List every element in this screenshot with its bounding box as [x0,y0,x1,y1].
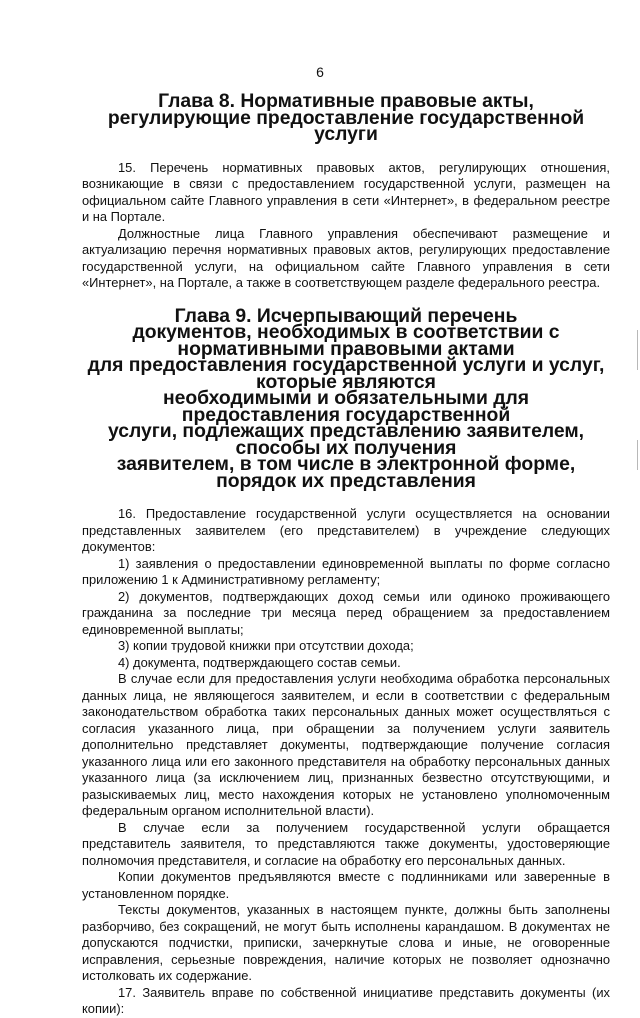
paragraph: В случае если за получением государственной услуги обращается представитель заявителя, то представляются также документы, удостоверяющие полномочия представителя, и согласие на обработку его персональных данных. [82,819,610,868]
paragraph: Тексты документов, указанных в настоящем пункте, должны быть заполнены разборчиво, без сокращений, не могут быть исполнены карандашом. В документах не допускаются подчистки, приписки, зачеркнутые слова и иные, не оговоренные исправления, серьезные повреждения, наличие которых не позволяет однозначно истолковать их содержание. [82,902,610,983]
page-number: 6 [316,64,324,80]
chapter-9-heading [82,304,610,492]
heading-line: заявителем, в том числе в электронной форме, порядок их представления [116,453,576,492]
list-item: 4) документа, подтверждающего состав семьи. [118,654,401,670]
paragraph: Должностные лица Главного управления обеспечивают размещение и актуализацию перечня нормативных правовых актов, регулирующих предоставление государственной услуги, на официальном сайте Главного управления в сети «Интернет», на Портале, а также в соответствующем разделе федерального реестра. [82,225,610,290]
document-body [82,90,610,1018]
heading-line: услуги, подлежащих представлению заявителем, способы их получения [107,420,585,459]
paragraph-17: 17. Заявитель вправе по собственной инициативе представить документы (их копии): [82,984,610,1016]
heading-line: для предоставления государственной услуги и услуг, которые являются [87,354,605,393]
heading-line: Глава 9. Исчерпывающий перечень [174,304,518,327]
list-item: 2) документов, подтверждающих доход семьи или одиноко проживающего гражданина за последние три месяца перед обращением за предоставлением единовременной выплаты; [82,588,610,637]
paragraph-15: 15. Перечень нормативных правовых актов, регулирующих отношения, возникающие в связи с предоставлением государственной услуги, размещен на официальном сайте Главного управления в сети «Интернет», в федеральном реестре и на Портале. [82,159,610,224]
heading-line: документов, необходимых в соответствии с нормативными правовыми актами [132,321,560,360]
chapter-8-heading [82,90,610,145]
heading-line: необходимыми и обязательными для предоставления государственной [162,387,530,426]
list-item: 1) заявления о предоставлении единовременной выплаты по форме согласно приложению 1 к Административному регламенту; [82,555,610,587]
paragraph-16: 16. Предоставление государственной услуги осуществляется на основании представленных заявителем (его представителем) в учреждение следующих документов: [82,506,610,554]
scan-edge-mark [637,440,638,470]
list-item: 3) копии трудовой книжки при отсутствии дохода; [118,638,414,653]
heading-line: Глава 8. Нормативные правовые акты, [158,90,534,112]
heading-line: регулирующие предоставление государственной услуги [107,106,585,145]
scan-edge-mark [637,330,638,370]
paragraph: Копии документов предъявляются вместе с подлинниками или заверенные в установленном порядке. [82,869,610,901]
paragraph: В случае если для предоставления услуги необходима обработка персональных данных лица, не являющегося заявителем, и если в соответствии с федеральным законодательством обработка таких персональных данных может осуществляться с согласия указанного лица, при обращении за получением услуги заявитель дополнительно представляет документы, подтверждающие получение согласия указанного лица или его законного представителя на обработку персональных данных указанного лица (за исключением лиц, признанных безвестно отсутствующими, и разыскиваемых лиц, место нахождения которых не установлено уполномоченным федеральным органом исполнительной власти). [82,671,610,818]
